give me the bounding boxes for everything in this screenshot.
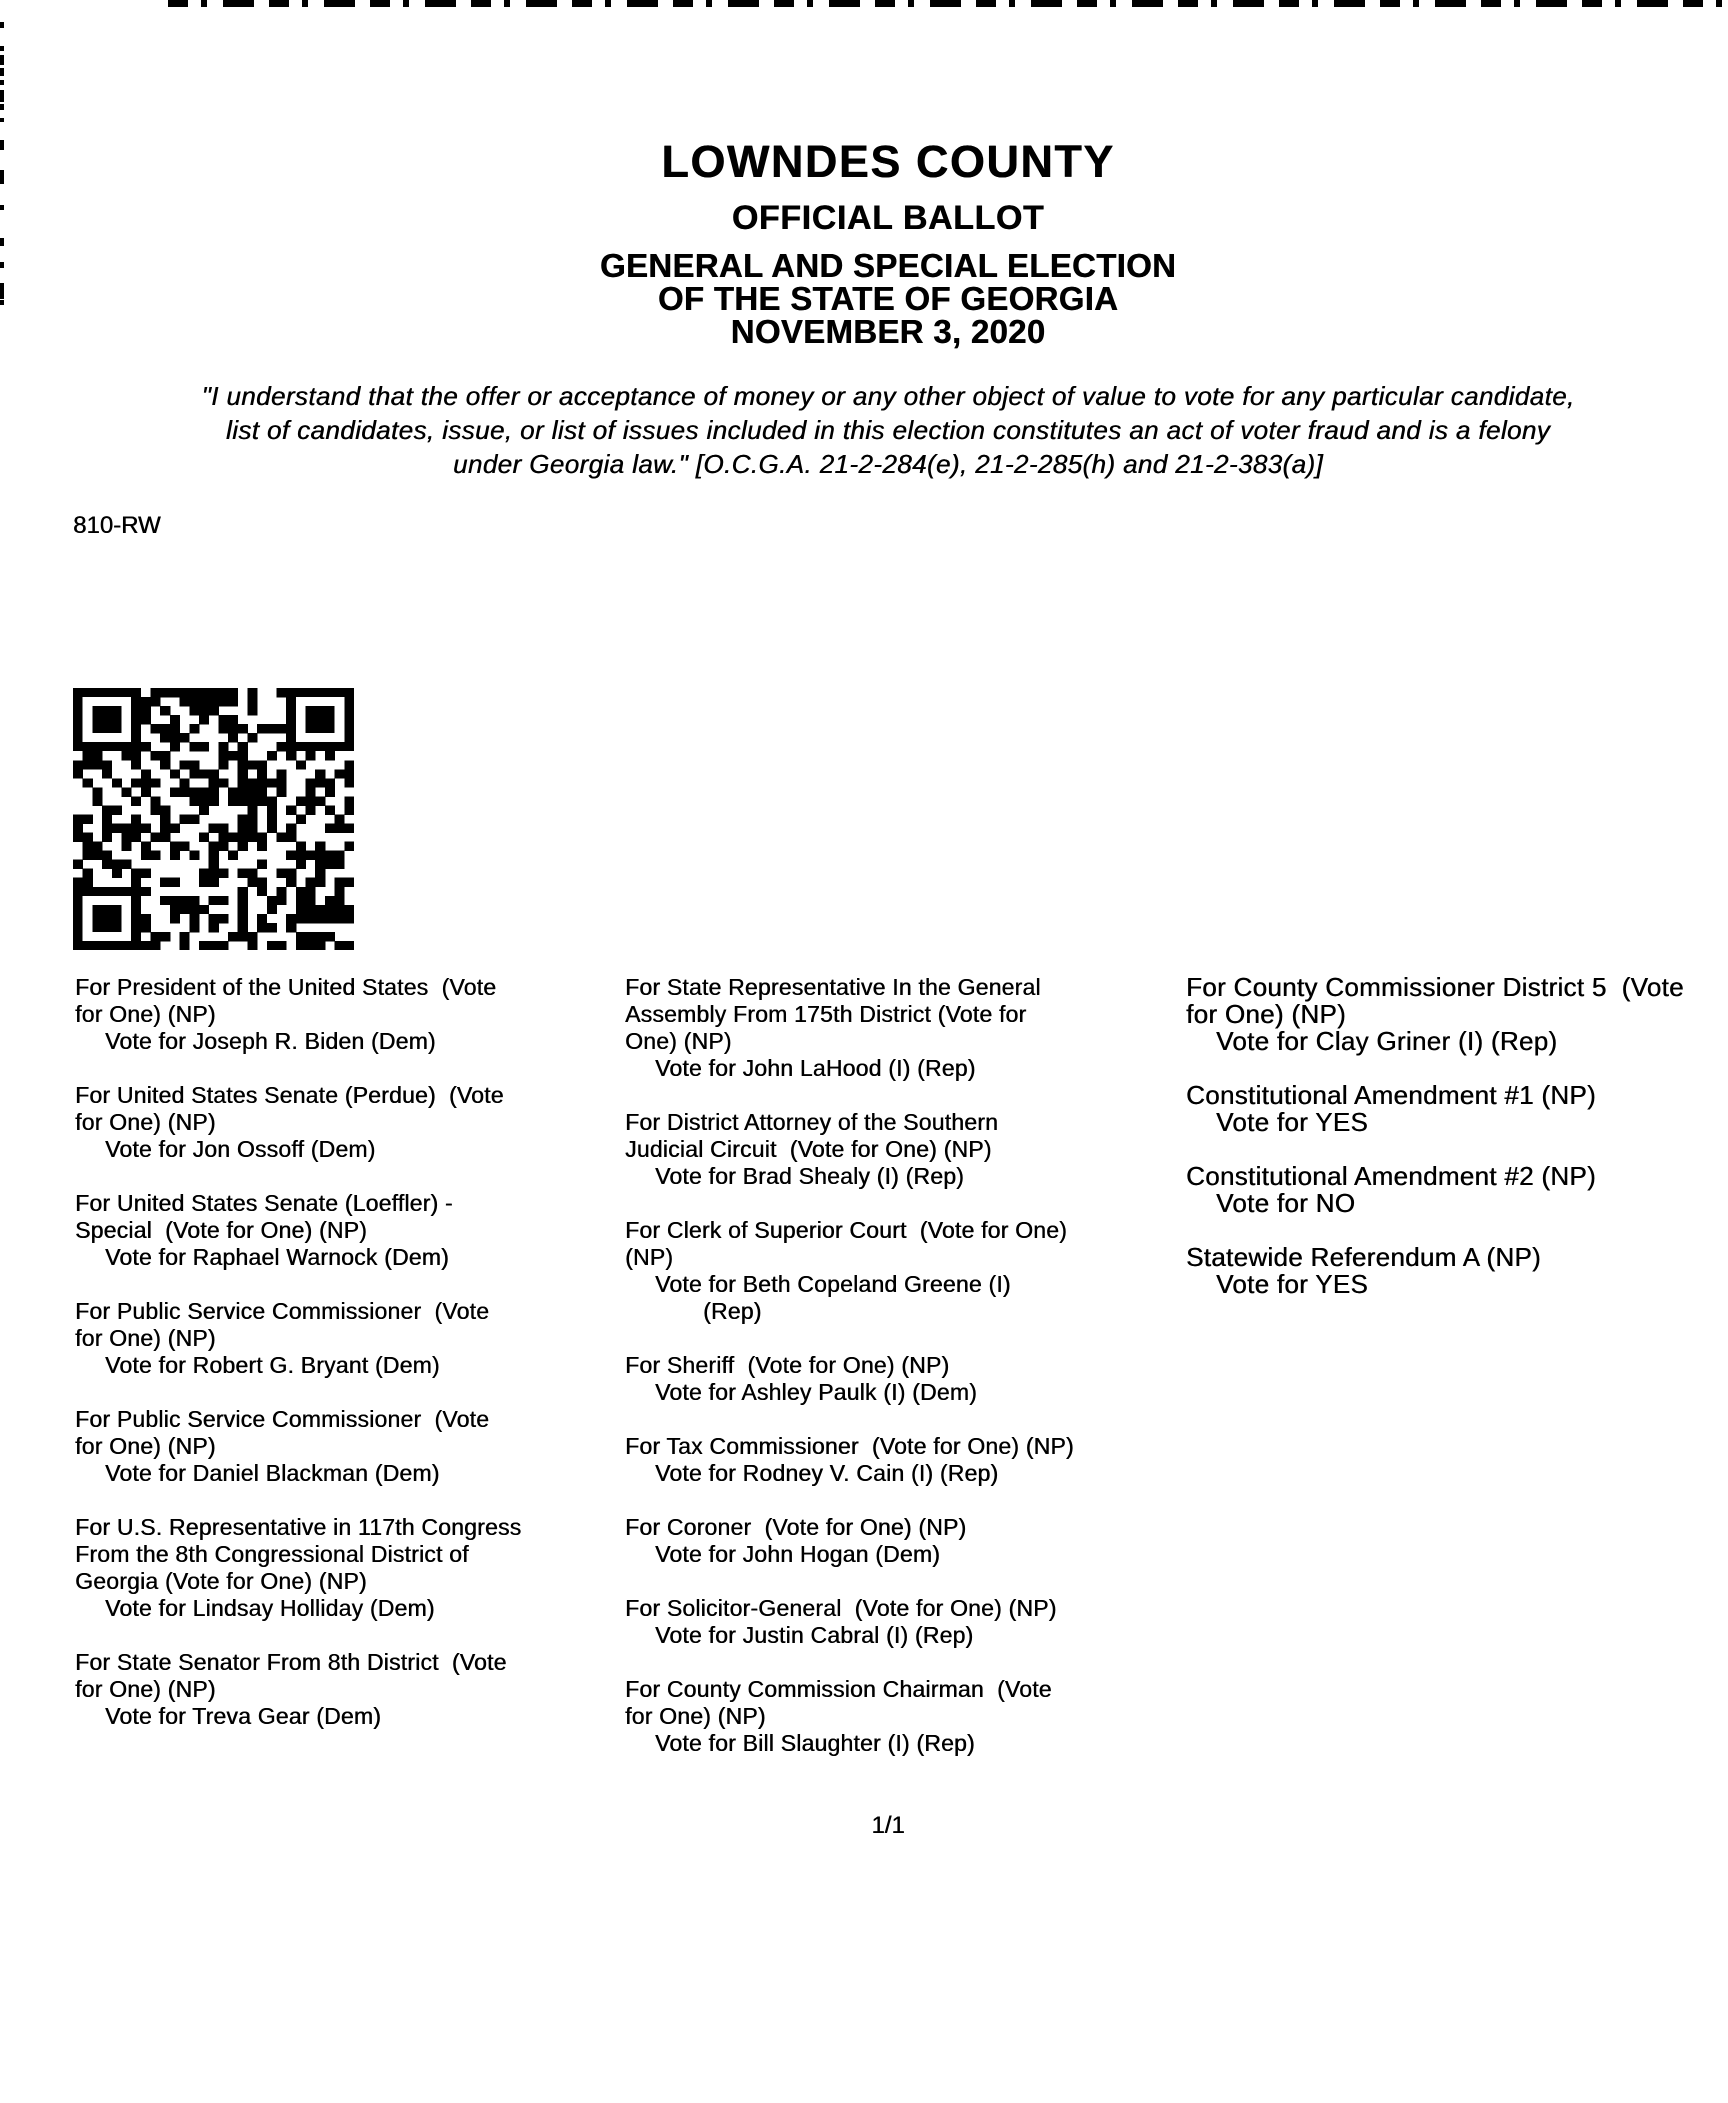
election-heading-line: NOVEMBER 3, 2020 — [730, 313, 1046, 350]
contest-line: Georgia (Vote for One) (NP) — [75, 1568, 367, 1594]
contest-line: For Clerk of Superior Court (Vote for One) — [625, 1217, 1067, 1243]
contest-line: Vote for Bill Slaughter (I) (Rep) — [655, 1730, 975, 1756]
qr-code — [73, 688, 354, 950]
contest-line: Vote for NO — [1216, 1188, 1356, 1218]
contest-item — [75, 1190, 635, 1271]
contest-line: For Sheriff (Vote for One) (NP) — [625, 1352, 950, 1378]
scan-artifact-left-mark — [0, 80, 4, 85]
contest-item — [75, 1649, 635, 1730]
contest-line: Vote for Beth Copeland Greene (I) — [655, 1271, 1011, 1297]
contest-line: Constitutional Amendment #2 (NP) — [1186, 1161, 1596, 1191]
scan-artifact-left-mark — [0, 238, 4, 246]
scan-artifact-left-mark — [0, 68, 4, 76]
ballot-column-2 — [625, 974, 1185, 1784]
page-title: LOWNDES COUNTY — [661, 136, 1115, 187]
scan-artifact-left-mark — [0, 300, 4, 305]
contest-line: Vote for Jon Ossoff (Dem) — [105, 1136, 376, 1162]
contest-line: For County Commission Chairman (Vote — [625, 1676, 1052, 1702]
contest-item — [625, 974, 1185, 1082]
ballot-subtitle: OFFICIAL BALLOT — [731, 199, 1045, 237]
contest-item — [75, 1298, 635, 1379]
contest-line: Constitutional Amendment #1 (NP) — [1186, 1080, 1596, 1110]
contest-item — [625, 1352, 1185, 1406]
contest-item — [75, 1082, 635, 1163]
contest-line: Statewide Referendum A (NP) — [1186, 1242, 1541, 1272]
voter-fraud-disclaimer — [48, 379, 1728, 481]
contest-line: Vote for YES — [1216, 1107, 1368, 1137]
contest-item — [75, 1406, 635, 1487]
scan-artifact-left-mark — [0, 262, 4, 268]
contest-line: For Tax Commissioner (Vote for One) (NP) — [625, 1433, 1074, 1459]
contest-item — [625, 1514, 1185, 1568]
contest-line: for One) (NP) — [625, 1703, 766, 1729]
contest-line: From the 8th Congressional District of — [75, 1541, 469, 1567]
contest-line: For U.S. Representative in 117th Congress — [75, 1514, 522, 1540]
ballot-style-code: 810-RW — [73, 512, 161, 539]
contest-line: For Coroner (Vote for One) (NP) — [625, 1514, 967, 1540]
contest-line: for One) (NP) — [75, 1001, 216, 1027]
contest-line: For Solicitor-General (Vote for One) (NP) — [625, 1595, 1057, 1621]
contest-item — [1186, 1082, 1728, 1136]
contest-line: Vote for Daniel Blackman (Dem) — [105, 1460, 440, 1486]
scan-artifact-left-mark — [0, 170, 4, 184]
scan-artifact-left-mark — [0, 283, 4, 299]
contest-line: Vote for Brad Shealy (I) (Rep) — [655, 1163, 964, 1189]
contest-item — [625, 1217, 1185, 1325]
scan-artifact-left-mark — [0, 140, 4, 150]
contest-line: Vote for Raphael Warnock (Dem) — [105, 1244, 449, 1270]
contest-line: Vote for John LaHood (I) (Rep) — [655, 1055, 976, 1081]
election-heading-line: GENERAL AND SPECIAL ELECTION — [599, 247, 1177, 284]
contest-line: Assembly From 175th District (Vote for — [625, 1001, 1027, 1027]
page-number: 1/1 — [871, 1812, 905, 1839]
contest-line: Vote for Joseph R. Biden (Dem) — [105, 1028, 436, 1054]
contest-line: Vote for Clay Griner (I) (Rep) — [1216, 1026, 1558, 1056]
contest-line: (NP) — [625, 1244, 674, 1270]
contest-line: for One) (NP) — [1186, 999, 1346, 1029]
contest-line: Vote for Ashley Paulk (I) (Dem) — [655, 1379, 977, 1405]
contest-item — [75, 1514, 635, 1622]
contest-line: Vote for Treva Gear (Dem) — [105, 1703, 381, 1729]
contest-line: For District Attorney of the Southern — [625, 1109, 999, 1135]
disclaimer-line: under Georgia law." [O.C.G.A. 21-2-284(e), 21-2-285(h) and 21-2-383(a)] — [452, 449, 1324, 479]
contest-line: Special (Vote for One) (NP) — [75, 1217, 367, 1243]
scan-artifact-left-mark — [0, 90, 4, 102]
contest-line: For State Representative In the General — [625, 974, 1041, 1000]
contest-item — [1186, 974, 1728, 1055]
contest-item — [625, 1109, 1185, 1190]
contest-line: For United States Senate (Loeffler) - — [75, 1190, 453, 1216]
contest-line: for One) (NP) — [75, 1325, 216, 1351]
contest-item — [1186, 1163, 1728, 1217]
contest-line: Vote for Robert G. Bryant (Dem) — [105, 1352, 440, 1378]
contest-item — [625, 1676, 1185, 1757]
contest-line: Vote for Lindsay Holliday (Dem) — [105, 1595, 435, 1621]
ballot-column-1 — [75, 974, 635, 1757]
scan-artifact-left-mark — [0, 205, 4, 210]
contest-line: Vote for Rodney V. Cain (I) (Rep) — [655, 1460, 999, 1486]
contest-line: For United States Senate (Perdue) (Vote — [75, 1082, 504, 1108]
scan-artifact-left-mark — [0, 104, 4, 110]
contest-line: For Public Service Commissioner (Vote — [75, 1298, 490, 1324]
scan-artifact-left-mark — [0, 55, 4, 65]
scan-artifact-left-mark — [0, 22, 4, 28]
election-heading — [48, 249, 1728, 348]
contest-line: for One) (NP) — [75, 1676, 216, 1702]
disclaimer-line: list of candidates, issue, or list of issues included in this election constitutes an act of voter fraud and is a felony — [225, 415, 1551, 445]
contest-line: for One) (NP) — [75, 1109, 216, 1135]
contest-item — [625, 1595, 1185, 1649]
contest-line: for One) (NP) — [75, 1433, 216, 1459]
contest-line: Vote for YES — [1216, 1269, 1368, 1299]
contest-line: Vote for John Hogan (Dem) — [655, 1541, 940, 1567]
contest-line: Judicial Circuit (Vote for One) (NP) — [625, 1136, 992, 1162]
contest-line: For President of the United States (Vote — [75, 974, 497, 1000]
contest-line: For State Senator From 8th District (Vote — [75, 1649, 507, 1675]
contest-item — [1186, 1244, 1728, 1298]
election-heading-line: OF THE STATE OF GEORGIA — [657, 280, 1119, 317]
ballot-column-3 — [1186, 974, 1728, 1325]
contest-line: For Public Service Commissioner (Vote — [75, 1406, 490, 1432]
contest-line: For County Commissioner District 5 (Vote — [1186, 974, 1684, 1002]
scan-artifact-left-mark — [0, 118, 4, 122]
contest-item — [75, 974, 635, 1055]
contest-line: Vote for Justin Cabral (I) (Rep) — [655, 1622, 974, 1648]
scan-artifact-top-edge — [168, 0, 1728, 7]
contest-line: (Rep) — [703, 1298, 762, 1324]
scan-artifact-left-mark — [0, 46, 4, 51]
contest-item — [625, 1433, 1185, 1487]
disclaimer-line: "I understand that the offer or acceptance of money or any other object of value to vote for any particular candidate, — [201, 381, 1575, 411]
contest-line: One) (NP) — [625, 1028, 732, 1054]
